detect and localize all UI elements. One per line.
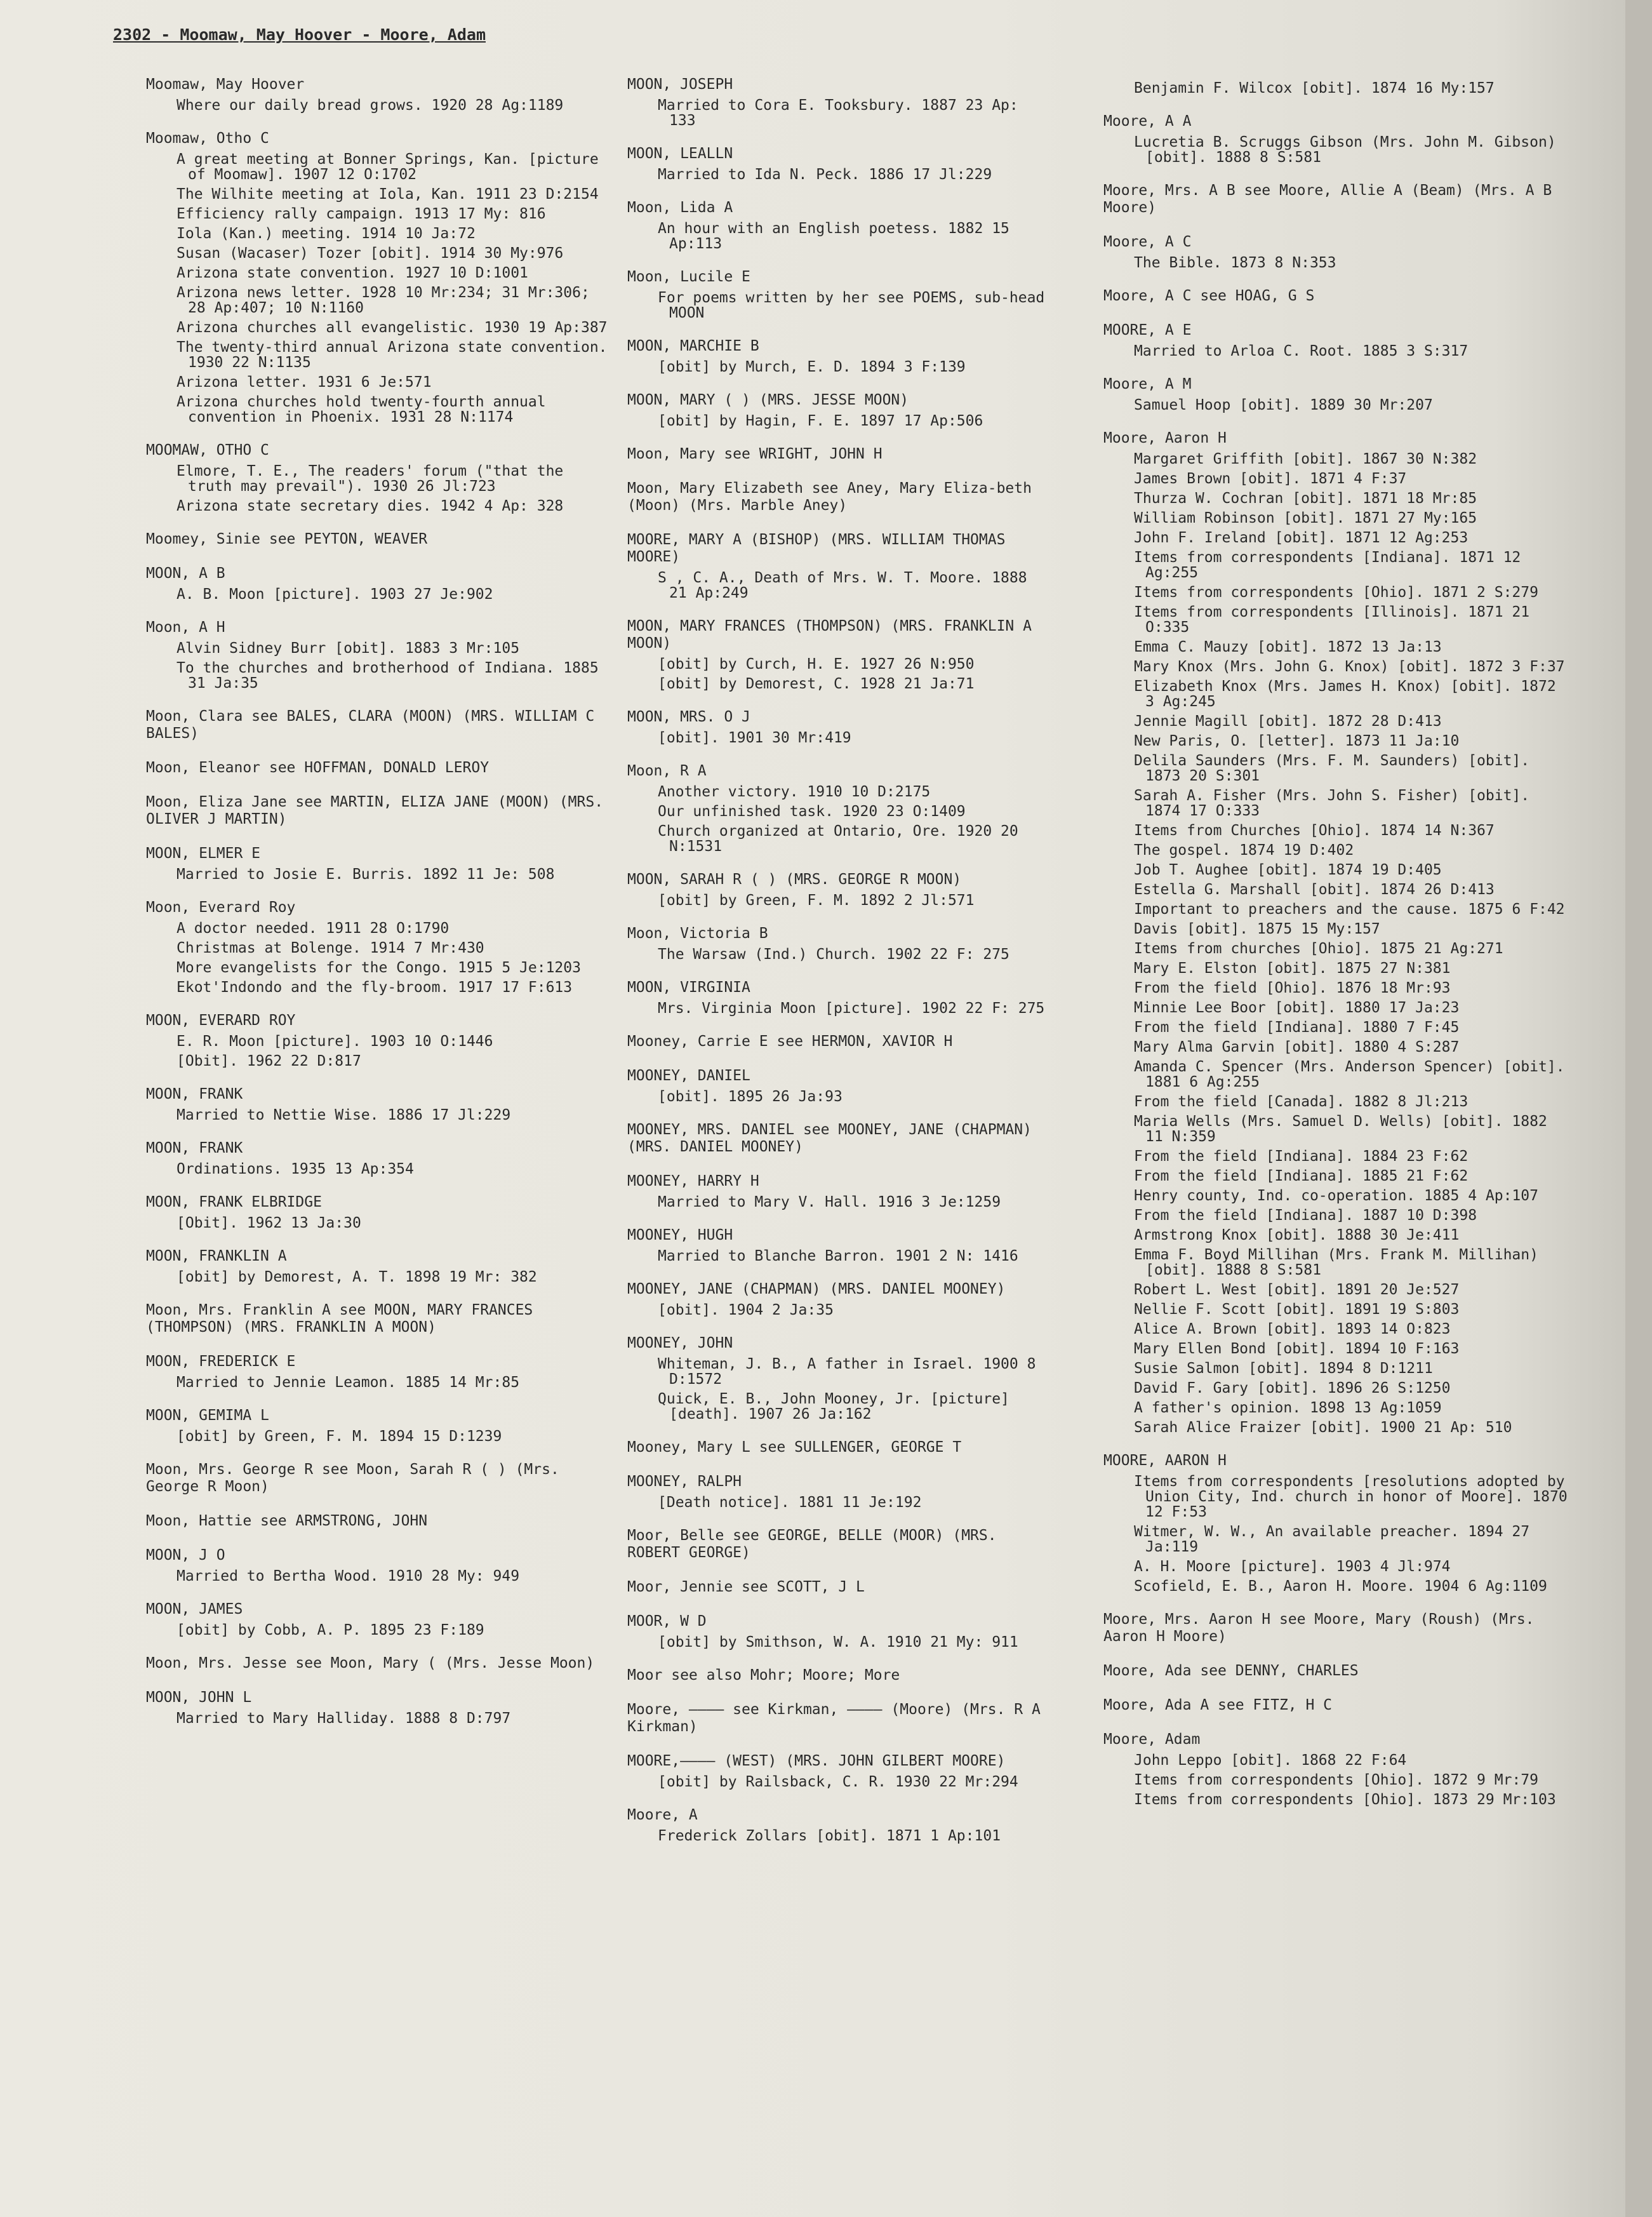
entry-citation: Sarah A. Fisher (Mrs. John S. Fisher) [obit]. 1874 17 O:333 [1134,787,1530,819]
entry-heading: MOORE,———— (WEST) (MRS. JOHN GILBERT MOORE) [627,1753,1006,1769]
index-entry [627,76,1053,128]
entry-citation: Samuel Hoop [obit]. 1889 30 Mr:207 [1134,397,1433,413]
index-entry [627,979,1053,1016]
entry-citation: Married to Blanche Barron. 1901 2 N: 1416 [658,1248,1018,1264]
entry-citation: Married to Arloa C. Root. 1885 3 S:317 [1134,343,1469,359]
entry-heading: Moon, Clara see BALES, CLARA (MOON) (MRS. WILLIAM C BALES) [146,708,595,742]
entry-heading: MOON, JOHN L [146,1689,252,1706]
entry-citation: Arizona churches hold twenty-fourth annual convention in Phoenix. 1931 28 N:1174 [177,394,546,425]
index-entry [146,1302,610,1336]
entry-heading: MOON, JAMES [146,1601,243,1618]
entry-citation: An hour with an English poetess. 1882 15 Ap:113 [658,220,1009,252]
index-entry [1103,182,1573,217]
entry-citation: Mary Alma Garvin [obit]. 1880 4 S:287 [1134,1039,1460,1055]
index-entry [146,708,610,742]
entry-citation: Susan (Wacaser) Tozer [obit]. 1914 30 My:976 [177,245,564,262]
entry-citation: The Wilhite meeting at Iola, Kan. 1911 23 D:2154 [177,186,599,203]
entry-heading: MOON, MARCHIE B [627,338,759,354]
index-entry [627,1667,1053,1684]
index-entry [1103,234,1573,271]
entry-citation: Items from correspondents [Ohio]. 1872 9 Mr:79 [1134,1772,1538,1788]
entry-citation: Susie Salmon [obit]. 1894 8 D:1211 [1134,1360,1433,1377]
entry-citation: Ordinations. 1935 13 Ap:354 [177,1161,414,1177]
entry-heading: MOORE, A E [1103,322,1192,338]
entry-heading: Moon, Hattie see ARMSTRONG, JOHN [146,1513,428,1529]
entry-heading: Moore, Mrs. A B see Moore, Allie A (Beam) (Mrs. A B Moore) [1103,182,1552,216]
entry-citation: Married to Mary V. Hall. 1916 3 Je:1259 [658,1194,1001,1210]
index-entry [627,1753,1053,1790]
entry-citation: Nellie F. Scott [obit]. 1891 19 S:803 [1134,1301,1460,1318]
entry-citation: Efficiency rally campaign. 1913 17 My: 816 [177,206,546,222]
entry-citation: Jennie Magill [obit]. 1872 28 D:413 [1134,713,1442,730]
entry-citation: Items from correspondents [resolutions adopted by Union City, Ind. church in honor of Moore]. 1870 12 F:53 [1134,1473,1568,1520]
entry-citation: [obit] by Curch, H. E. 1927 26 N:950 [658,656,975,673]
entry-citation: Arizona state secretary dies. 1942 4 Ap: 328 [177,498,564,514]
entry-heading: MOON, GEMIMA L [146,1407,269,1424]
entry-citation: Robert L. West [obit]. 1891 20 Je:527 [1134,1282,1460,1298]
entry-heading: Moore, Adam [1103,1731,1201,1748]
entry-heading: Moomey, Sinie see PEYTON, WEAVER [146,531,428,547]
index-entry [627,763,1053,854]
index-entry [146,565,610,602]
entry-heading: Moor see also Mohr; Moore; More [627,1667,900,1684]
index-entry [146,1655,610,1672]
entry-citation: Another victory. 1910 10 D:2175 [658,784,931,800]
entry-citation: The gospel. 1874 19 D:402 [1134,842,1354,859]
index-entry [146,1012,610,1069]
entry-citation: [obit] by Demorest, A. T. 1898 19 Mr: 382 [177,1269,537,1285]
entry-citation: Amanda C. Spencer (Mrs. Anderson Spencer) [obit]. 1881 6 Ag:255 [1134,1059,1565,1090]
index-entry [146,76,610,113]
index-entry [146,1248,610,1285]
index-entry [627,1335,1053,1422]
index-entry [146,1547,610,1584]
entry-heading: Mooney, Carrie E see HERMON, XAVIOR H [627,1033,953,1050]
entry-heading: MOOMAW, OTHO C [146,442,269,459]
book-edge [1625,0,1652,2217]
entry-heading: Moon, Lida A [627,199,733,216]
entry-citation: Whiteman, J. B., A father in Israel. 1900 8 D:1572 [658,1356,1036,1388]
entry-citation: The Warsaw (Ind.) Church. 1902 22 F: 275 [658,946,1009,963]
index-column-3 [1103,76,1573,1825]
entry-citation: Married to Jennie Leamon. 1885 14 Mr:85 [177,1374,520,1391]
entry-citation: S , C. A., Death of Mrs. W. T. Moore. 1888 21 Ap:249 [658,570,1027,601]
index-entry [146,1353,610,1390]
entry-heading: Moomaw, Otho C [146,130,269,147]
index-entry [146,1194,610,1231]
index-entry [146,531,610,548]
entry-heading: MOOR, W D [627,1613,707,1630]
entry-heading: MOONEY, MRS. DANIEL see MOONEY, JANE (CHAPMAN) (MRS. DANIEL MOONEY) [627,1122,1032,1155]
entry-citation: Emma F. Boyd Millihan (Mrs. Frank M. Millihan) [obit]. 1888 8 S:581 [1134,1247,1538,1278]
entry-heading: Moore, A C [1103,234,1192,250]
entry-citation: Items from correspondents [Illinois]. 1871 21 O:335 [1134,604,1530,636]
entry-citation: Job T. Aughee [obit]. 1874 19 D:405 [1134,862,1442,878]
entry-citation: To the churches and brotherhood of Indiana. 1885 31 Ja:35 [177,660,599,692]
entry-heading: MOONEY, JOHN [627,1335,733,1351]
entry-heading: Moor, Belle see GEORGE, BELLE (MOOR) (MRS. ROBERT GEORGE) [627,1527,997,1561]
index-entry [1103,1731,1573,1807]
entry-heading: Moore, Mrs. Aaron H see Moore, Mary (Roush) (Mrs. Aaron H Moore) [1103,1611,1535,1645]
entry-heading: MOON, FRANK [146,1086,243,1102]
index-entry [1103,1697,1573,1714]
entry-heading: MOONEY, DANIEL [627,1068,750,1084]
entry-citation: [obit] by Cobb, A. P. 1895 23 F:189 [177,1622,484,1638]
index-entry [1103,113,1573,165]
entry-citation: Alice A. Brown [obit]. 1893 14 O:823 [1134,1321,1451,1337]
entry-citation: [obit] by Green, F. M. 1892 2 Jl:571 [658,892,975,909]
entry-citation: Married to Mary Halliday. 1888 8 D:797 [177,1710,511,1727]
entry-citation: [Death notice]. 1881 11 Je:192 [658,1494,922,1511]
entry-citation: Church organized at Ontario, Ore. 1920 20 N:1531 [658,823,1018,855]
entry-heading: MOON, MRS. O J [627,709,750,725]
index-entry [627,1473,1053,1510]
entry-citation: Items from correspondents [Ohio]. 1871 2 S:279 [1134,584,1538,601]
entry-citation: Thurza W. Cochran [obit]. 1871 18 Mr:85 [1134,490,1477,507]
entry-citation: [obit]. 1901 30 Mr:419 [658,730,851,746]
entry-citation: Elizabeth Knox (Mrs. James H. Knox) [obit]. 1872 3 Ag:245 [1134,678,1556,710]
entry-citation: Arizona letter. 1931 6 Je:571 [177,374,432,391]
entry-citation: [obit]. 1904 2 Ja:35 [658,1302,834,1318]
entry-heading: MOORE, AARON H [1103,1452,1227,1469]
entry-heading: MOONEY, HARRY H [627,1173,759,1189]
entry-citation: From the field [Indiana]. 1880 7 F:45 [1134,1019,1460,1036]
entry-citation: Items from churches [Ohio]. 1875 21 Ag:271 [1134,941,1503,957]
entry-citation: Married to Nettie Wise. 1886 17 Jl:229 [177,1107,511,1123]
entry-citation: Margaret Griffith [obit]. 1867 30 N:382 [1134,451,1477,467]
entry-citation: [obit] by Railsback, C. R. 1930 22 Mr:294 [658,1774,1018,1790]
index-entry [627,145,1053,182]
index-entry [1103,81,1573,96]
entry-citation: [Obit]. 1962 22 D:817 [177,1053,361,1069]
entry-citation: Iola (Kan.) meeting. 1914 10 Ja:72 [177,225,476,242]
entry-citation: From the field [Indiana]. 1885 21 F:62 [1134,1168,1469,1184]
entry-citation: Alvin Sidney Burr [obit]. 1883 3 Mr:105 [177,640,520,657]
entry-heading: Moore, Aaron H [1103,430,1227,446]
index-entry [627,1613,1053,1650]
entry-citation: Married to Ida N. Peck. 1886 17 Jl:229 [658,166,992,183]
index-entry [627,871,1053,908]
entry-citation: Arizona news letter. 1928 10 Mr:234; 31 Mr:306; 28 Ap:407; 10 N:1160 [177,285,590,316]
index-entry [627,480,1053,514]
index-entry [146,760,610,777]
index-entry [627,1068,1053,1104]
entry-heading: Moore, Ada A see FITZ, H C [1103,1697,1333,1713]
index-entry [627,1527,1053,1562]
entry-citation: Mary E. Elston [obit]. 1875 27 N:381 [1134,960,1451,977]
entry-citation: E. R. Moon [picture]. 1903 10 O:1446 [177,1033,493,1050]
entry-heading: Moore, A [627,1807,698,1823]
entry-heading: Moon, Mrs. Jesse see Moon, Mary ( (Mrs. Jesse Moon) [146,1655,595,1671]
entry-heading: MOON, A B [146,565,225,582]
index-entry [1103,322,1573,359]
entry-citation: From the field [Indiana]. 1887 10 D:398 [1134,1207,1477,1224]
index-entry [627,1122,1053,1156]
index-entry [627,1281,1053,1318]
index-entry [627,709,1053,746]
entry-heading: MOON, EVERARD ROY [146,1012,296,1029]
index-entry [146,845,610,882]
entry-heading: Moon, Mrs. Franklin A see MOON, MARY FRANCES (THOMPSON) (MRS. FRANKLIN A MOON) [146,1302,533,1336]
entry-citation: Maria Wells (Mrs. Samuel D. Wells) [obit]. 1882 11 N:359 [1134,1113,1547,1145]
entry-heading: Moon, A H [146,619,225,636]
entry-heading: Moore, A C see HOAG, G S [1103,288,1315,304]
entry-heading: MOON, FRANK [146,1140,243,1156]
entry-citation: Delila Saunders (Mrs. F. M. Saunders) [obit]. 1873 20 S:301 [1134,753,1530,784]
entry-heading: MOON, FRANK ELBRIDGE [146,1194,322,1210]
index-entry [627,1227,1053,1264]
entry-citation: Items from Churches [Ohio]. 1874 14 N:367 [1134,822,1495,839]
entry-citation: A doctor needed. 1911 28 O:1790 [177,920,450,937]
entry-citation: A father's opinion. 1898 13 Ag:1059 [1134,1400,1442,1416]
entry-citation: [obit] by Demorest, C. 1928 21 Ja:71 [658,676,975,692]
entry-citation: Minnie Lee Boor [obit]. 1880 17 Ja:23 [1134,1000,1460,1016]
entry-citation: David F. Gary [obit]. 1896 26 S:1250 [1134,1380,1451,1397]
entry-heading: Moon, Eliza Jane see MARTIN, ELIZA JANE (MOON) (MRS. OLIVER J MARTIN) [146,794,604,827]
index-entry [146,442,610,514]
entry-citation: Married to Josie E. Burris. 1892 11 Je: 508 [177,866,555,883]
entry-heading: MOON, VIRGINIA [627,979,750,996]
index-entry [1103,288,1573,305]
entry-citation: Married to Cora E. Tooksbury. 1887 23 Ap: 133 [658,97,1018,129]
index-entry [1103,1663,1573,1680]
entry-citation: Henry county, Ind. co-operation. 1885 4 Ap:107 [1134,1188,1538,1204]
entry-citation: Items from correspondents [Indiana]. 1871 12 Ag:255 [1134,549,1521,581]
entry-heading: MOORE, MARY A (BISHOP) (MRS. WILLIAM THOMAS MOORE) [627,532,1006,565]
entry-citation: Witmer, W. W., An available preacher. 1894 27 Ja:119 [1134,1524,1530,1555]
entry-citation: Estella G. Marshall [obit]. 1874 26 D:413 [1134,881,1495,898]
entry-heading: Mooney, Mary L see SULLENGER, GEORGE T [627,1439,962,1456]
entry-heading: MOONEY, RALPH [627,1473,742,1490]
entry-citation: Lucretia B. Scruggs Gibson (Mrs. John M. Gibson) [obit]. 1888 8 S:581 [1134,134,1556,166]
entry-citation: Married to Bertha Wood. 1910 28 My: 949 [177,1568,520,1584]
entry-citation: Scofield, E. B., Aaron H. Moore. 1904 6 Ag:1109 [1134,1578,1547,1595]
entry-citation: [Obit]. 1962 13 Ja:30 [177,1215,361,1231]
entry-heading: Moomaw, May Hoover [146,76,305,93]
entry-heading: MOONEY, HUGH [627,1227,733,1243]
entry-citation: John F. Ireland [obit]. 1871 12 Ag:253 [1134,530,1469,546]
index-entry [627,1579,1053,1596]
index-entry [627,1701,1053,1736]
entry-citation: Mrs. Virginia Moon [picture]. 1902 22 F: 275 [658,1000,1045,1017]
entry-heading: MOON, JOSEPH [627,76,733,93]
index-entry [627,338,1053,375]
index-entry [1103,430,1573,1435]
index-entry [1103,1452,1573,1594]
index-entry [146,130,610,425]
index-entry [146,1086,610,1123]
entry-citation: A. H. Moore [picture]. 1903 4 Jl:974 [1134,1558,1451,1575]
entry-citation: John Leppo [obit]. 1868 22 F:64 [1134,1752,1407,1769]
entry-heading: Moon, Lucile E [627,269,750,285]
entry-heading: Moore, A A [1103,113,1192,130]
entry-citation: Mary Ellen Bond [obit]. 1894 10 F:163 [1134,1341,1460,1357]
entry-heading: Moon, Everard Roy [146,899,296,916]
entry-citation: [obit] by Hagin, F. E. 1897 17 Ap:506 [658,413,983,429]
index-column-1 [146,76,610,1743]
entry-heading: MOON, ELMER E [146,845,261,862]
index-entry [146,1407,610,1444]
entry-heading: Moon, R A [627,763,707,779]
entry-citation: Where our daily bread grows. 1920 28 Ag:1189 [177,97,564,114]
entry-citation: Mary Knox (Mrs. John G. Knox) [obit]. 1872 3 F:37 [1134,659,1565,675]
entry-citation: [obit]. 1895 26 Ja:93 [658,1088,843,1105]
entry-citation: The twenty-third annual Arizona state convention. 1930 22 N:1135 [177,339,608,371]
entry-citation: Elmore, T. E., The readers' forum ("that the truth may prevail"). 1930 26 Jl:723 [177,463,564,495]
index-entry [1103,376,1573,413]
entry-heading: MOON, LEALLN [627,145,733,162]
entry-citation: Arizona state convention. 1927 10 D:1001 [177,265,528,281]
entry-heading: MOONEY, JANE (CHAPMAN) (MRS. DANIEL MOONEY) [627,1281,1006,1297]
index-entry [627,1033,1053,1050]
entry-citation: William Robinson [obit]. 1871 27 My:165 [1134,510,1477,526]
entry-citation: Armstrong Knox [obit]. 1888 30 Je:411 [1134,1227,1460,1243]
entry-heading: Moon, Eleanor see HOFFMAN, DONALD LEROY [146,760,490,776]
entry-citation: From the field [Ohio]. 1876 18 Mr:93 [1134,980,1451,996]
index-entry [627,392,1053,429]
entry-citation: James Brown [obit]. 1871 4 F:37 [1134,471,1407,487]
entry-citation: Davis [obit]. 1875 15 My:157 [1134,921,1380,937]
entry-citation: Emma C. Mauzy [obit]. 1872 13 Ja:13 [1134,639,1442,655]
index-entry [627,532,1053,601]
entry-heading: Moon, Mrs. George R see Moon, Sarah R ( ) (Mrs. George R Moon) [146,1461,559,1495]
entry-heading: MOON, FRANKLIN A [146,1248,287,1264]
entry-citation: From the field [Canada]. 1882 8 Jl:213 [1134,1094,1469,1110]
entry-heading: Moon, Mary Elizabeth see Aney, Mary Eliza-beth (Moon) (Mrs. Marble Aney) [627,480,1032,514]
index-entry [627,446,1053,463]
index-entry [146,794,610,828]
entry-heading: Moon, Victoria B [627,925,768,942]
entry-citation: [obit] by Smithson, W. A. 1910 21 My: 911 [658,1634,1018,1651]
entry-heading: MOON, MARY FRANCES (THOMPSON) (MRS. FRANKLIN A MOON) [627,618,1032,652]
entry-citation: New Paris, O. [letter]. 1873 11 Ja:10 [1134,733,1460,749]
entry-heading: MOON, MARY ( ) (MRS. JESSE MOON) [627,392,909,408]
entry-citation: Our unfinished task. 1920 23 O:1409 [658,803,966,820]
index-entry [146,1461,610,1496]
entry-heading: MOON, FREDERICK E [146,1353,296,1370]
entry-citation: A great meeting at Bonner Springs, Kan. [picture of Moomaw]. 1907 12 O:1702 [177,151,599,183]
page-header: 2302 - Moomaw, May Hoover - Moore, Adam [113,25,486,44]
entry-heading: MOON, SARAH R ( ) (MRS. GEORGE R MOON) [627,871,962,888]
entry-citation: Frederick Zollars [obit]. 1871 1 Ap:101 [658,1828,1001,1844]
entry-heading: MOON, J O [146,1547,225,1564]
index-entry [627,269,1053,321]
index-entry [146,1513,610,1530]
index-entry [627,618,1053,692]
entry-citation: Items from correspondents [Ohio]. 1873 29 Mr:103 [1134,1792,1556,1808]
entry-heading: Moore, Ada see DENNY, CHARLES [1103,1663,1359,1679]
index-entry [146,619,610,691]
entry-citation: [obit] by Murch, E. D. 1894 3 F:139 [658,359,966,375]
entry-heading: Moon, Mary see WRIGHT, JOHN H [627,446,883,462]
index-entry [146,1689,610,1726]
entry-citation: Quick, E. B., John Mooney, Jr. [picture] [death]. 1907 26 Ja:162 [658,1391,1009,1423]
index-entry [627,1807,1053,1844]
index-entry [627,1173,1053,1210]
index-entry [146,899,610,995]
entry-heading: Moore, ———— see Kirkman, ———— (Moore) (Mrs. R A Kirkman) [627,1701,1041,1735]
entry-citation: Christmas at Bolenge. 1914 7 Mr:430 [177,940,484,956]
index-entry [627,1439,1053,1456]
entry-citation: Arizona churches all evangelistic. 1930 19 Ap:387 [177,319,608,336]
entry-citation: For poems written by her see POEMS, sub-head MOON [658,290,1045,321]
index-entry [146,1140,610,1177]
entry-citation: [obit] by Green, F. M. 1894 15 D:1239 [177,1428,502,1445]
index-entry [1103,1611,1573,1645]
entry-heading: Moor, Jennie see SCOTT, J L [627,1579,865,1595]
index-entry [627,199,1053,251]
entry-citation: Sarah Alice Fraizer [obit]. 1900 21 Ap: 510 [1134,1419,1512,1436]
entry-citation: Benjamin F. Wilcox [obit]. 1874 16 My:157 [1134,80,1495,97]
entry-citation: Ekot'Indondo and the fly-broom. 1917 17 F:613 [177,979,573,996]
entry-heading: Moore, A M [1103,376,1192,392]
entry-citation: Important to preachers and the cause. 1875 6 F:42 [1134,901,1565,918]
index-entry [627,925,1053,962]
entry-citation: The Bible. 1873 8 N:353 [1134,255,1336,271]
index-entry [146,1601,610,1638]
index-column-2 [627,76,1053,1861]
entry-citation: More evangelists for the Congo. 1915 5 Je:1203 [177,960,581,976]
entry-citation: From the field [Indiana]. 1884 23 F:62 [1134,1148,1469,1165]
entry-citation: A. B. Moon [picture]. 1903 27 Je:902 [177,586,493,603]
